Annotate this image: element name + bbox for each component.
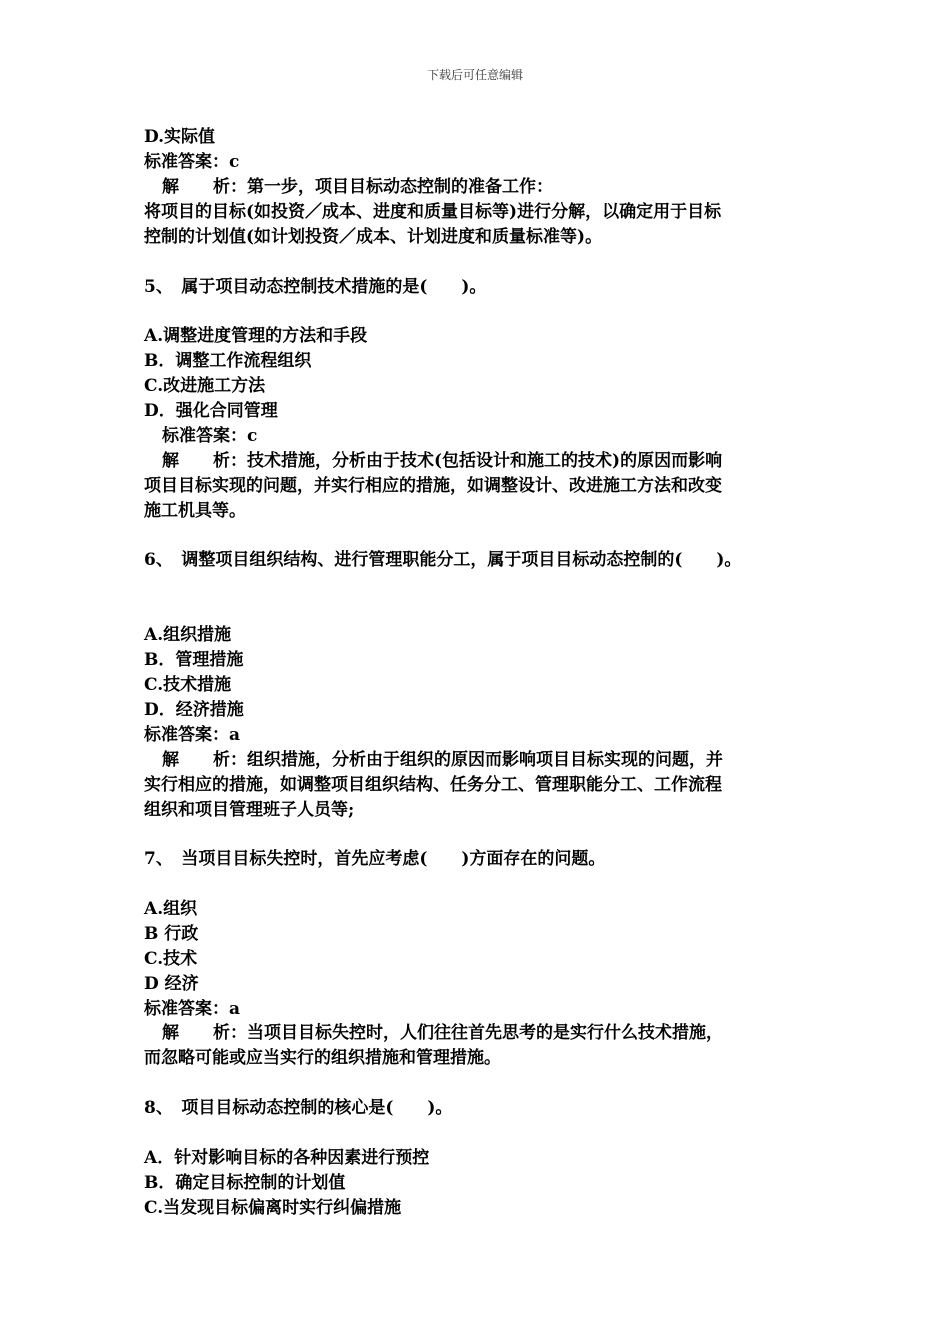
option-c-line: C.当发现目标偏离时实行纠偏措施 <box>144 1198 402 1218</box>
option-d-line: D．强化合同管理 <box>144 401 278 421</box>
analysis-line: 组织和项目管理班子人员等; <box>144 800 355 820</box>
analysis-line: 将项目的目标(如投资／成本、进度和质量目标等)进行分解，以确定用于目标 <box>144 202 722 222</box>
analysis-line: 实行相应的措施，如调整项目组织结构、任务分工、管理职能分工、工作流程 <box>144 775 722 795</box>
answer-line: 标准答案：c <box>162 426 258 446</box>
question-7: 7、 当项目目标失控时，首先应考虑( )方面存在的问题。 <box>144 849 606 869</box>
option-a-line: A.组织 <box>144 899 198 919</box>
option-b-line: B．管理措施 <box>144 650 244 670</box>
analysis-line: 控制的计划值(如计划投资／成本、计划进度和质量标准等)。 <box>144 227 603 247</box>
option-c-line: C.改进施工方法 <box>144 376 266 396</box>
answer-line: 标准答案：a <box>144 725 241 745</box>
option-d-line: D 经济 <box>144 974 199 994</box>
option-b-line: B 行政 <box>144 924 199 944</box>
analysis-line: 解 析：技术措施，分析由于技术(包括设计和施工的技术)的原因而影响 <box>162 451 723 471</box>
option-b-line: B．确定目标控制的计划值 <box>144 1173 346 1193</box>
option-d-line: D．经济措施 <box>144 700 244 720</box>
option-c-line: C.技术 <box>144 949 198 969</box>
option-a-line: A．针对影响目标的各种因素进行预控 <box>144 1148 430 1168</box>
analysis-line: 解 析：第一步，项目目标动态控制的准备工作： <box>162 177 553 197</box>
option-d-line: D.实际值 <box>144 127 216 147</box>
analysis-line: 解 析：当项目目标失控时，人们往往首先思考的是实行什么技术措施， <box>162 1023 723 1043</box>
analysis-line: 项目目标实现的问题，并实行相应的措施，如调整设计、改进施工方法和改变 <box>144 476 722 496</box>
analysis-line: 施工机具等。 <box>144 501 246 521</box>
option-b-line: B．调整工作流程组织 <box>144 351 312 371</box>
option-a-line: A.组织措施 <box>144 625 232 645</box>
page-header: 下载后可任意编辑 <box>426 68 523 82</box>
question-6: 6、 调整项目组织结构、进行管理职能分工，属于项目目标动态控制的( )。 <box>144 550 742 570</box>
analysis-line: 解 析：组织措施，分析由于组织的原因而影响项目目标实现的问题，并 <box>162 750 723 770</box>
option-a-line: A.调整进度管理的方法和手段 <box>144 326 368 346</box>
question-5: 5、 属于项目动态控制技术措施的是( )。 <box>144 277 487 297</box>
question-8: 8、 项目目标动态控制的核心是( )。 <box>144 1098 453 1118</box>
analysis-line: 而忽略可能或应当实行的组织措施和管理措施。 <box>144 1048 501 1068</box>
answer-line: 标准答案：a <box>144 999 241 1019</box>
answer-line: 标准答案：c <box>144 152 240 172</box>
option-c-line: C.技术措施 <box>144 675 232 695</box>
